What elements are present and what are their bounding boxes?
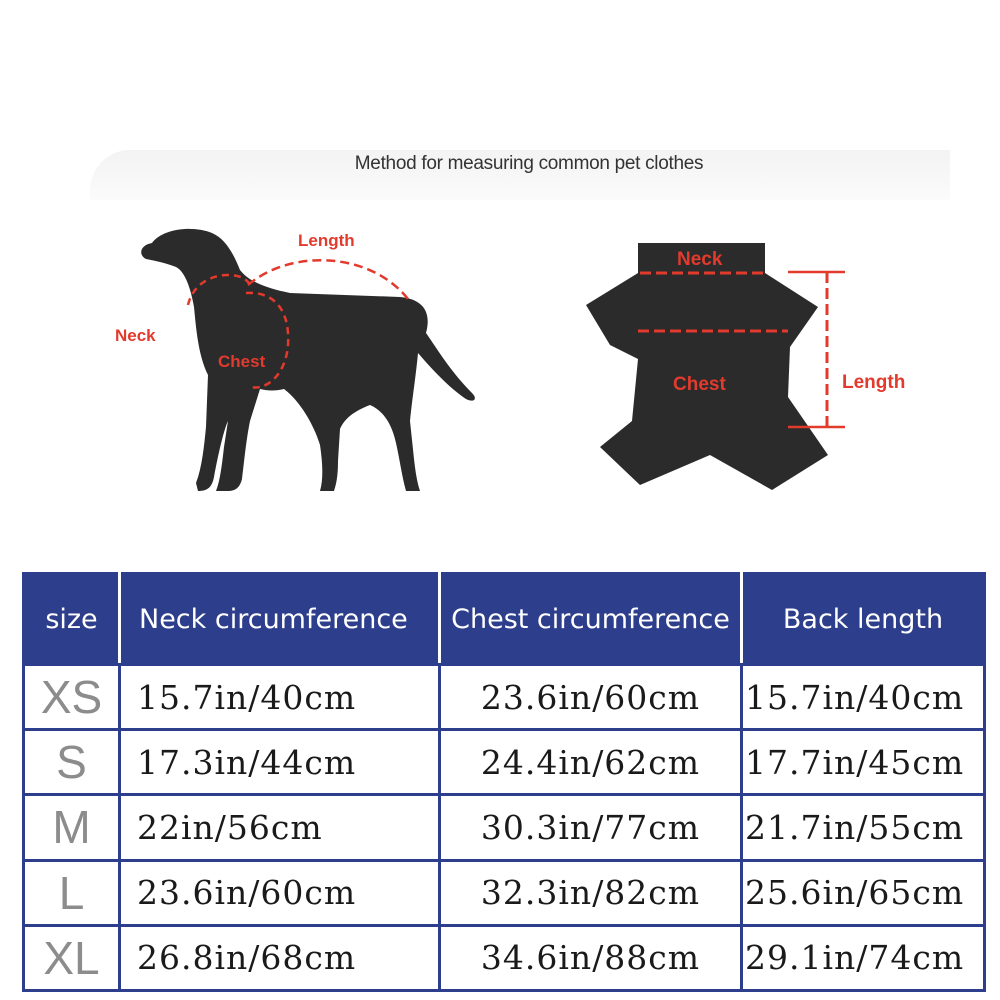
header-chest-circumference: Chest circumference [440,574,742,665]
size-label: XS [24,665,120,730]
table-row [24,795,985,860]
dog-chest-label: Chest [218,352,266,371]
size-label: S [24,730,120,795]
diagram-title: Method for measuring common pet clothes [354,153,704,174]
table-row [24,665,985,730]
dog-length-label: Length [298,231,355,250]
size-chart-table [22,572,986,992]
back-length-value: 21.7in/55cm [742,795,985,860]
chest-value: 23.6in/60cm [440,665,742,730]
size-label: M [24,795,120,860]
garment-chest-label: Chest [673,374,726,395]
dog-silhouette [141,229,475,491]
back-length-value: 15.7in/40cm [742,665,985,730]
chest-value: 32.3in/82cm [440,860,742,925]
garment-length-label: Length [842,372,906,393]
table-header-row [24,574,985,665]
neck-value: 26.8in/68cm [120,925,440,990]
dog-neck-label: Neck [115,326,156,345]
chest-value: 34.6in/88cm [440,925,742,990]
header-back-length: Back length [742,574,985,665]
header-size: size [24,574,120,665]
garment-silhouette [586,243,828,490]
garment-figure [580,235,940,500]
neck-value: 22in/56cm [120,795,440,860]
garment-neck-label: Neck [677,249,723,270]
dog-silhouette-figure [100,215,500,505]
header-neck-circumference: Neck circumference [120,574,440,665]
size-label: XL [24,925,120,990]
table-row [24,730,985,795]
table-row [24,860,985,925]
chest-value: 24.4in/62cm [440,730,742,795]
back-length-value: 25.6in/65cm [742,860,985,925]
back-length-value: 17.7in/45cm [742,730,985,795]
size-label: L [24,860,120,925]
neck-value: 17.3in/44cm [120,730,440,795]
back-length-value: 29.1in/74cm [742,925,985,990]
neck-value: 23.6in/60cm [120,860,440,925]
table-row [24,925,985,990]
chest-value: 30.3in/77cm [440,795,742,860]
neck-value: 15.7in/40cm [120,665,440,730]
